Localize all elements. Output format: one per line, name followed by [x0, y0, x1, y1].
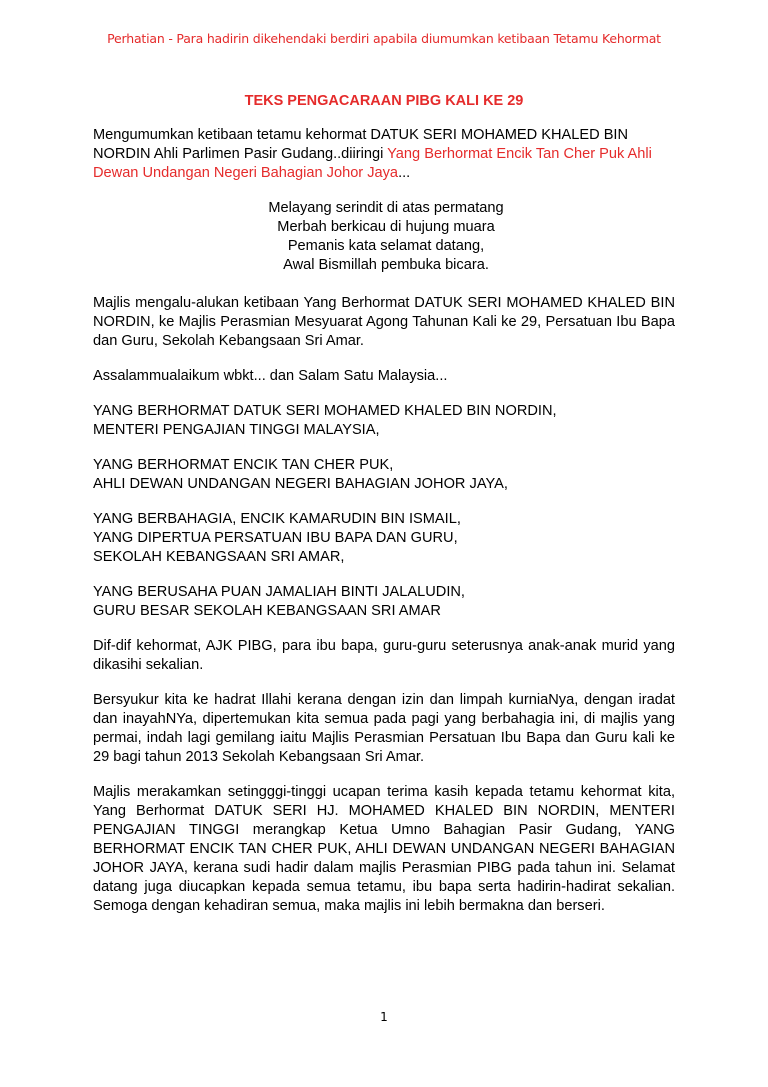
verse-line: Melayang serindit di atas permatang	[268, 200, 504, 216]
salutation-line: YANG BERHORMAT DATUK SERI MOHAMED KHALED BIN NORDIN,	[93, 403, 557, 419]
verse-line: Awal Bismillah pembuka bicara.	[283, 257, 489, 273]
body-paragraph: Bersyukur kita ke hadrat Illahi kerana dengan izin dan limpah kurniaNya, dengan iradat dan inayahNYa, dipertemukan kita semua pada pagi yang berbahagia ini, di majlis yang permai, indah lagi gemilang iaitu Majlis Perasmian Persatuan Ibu Bapa dan Guru kali ke 29 bagi tahun 2013 Sekolah Kebangsaan Sri Amar.	[93, 692, 675, 765]
document-body	[93, 126, 675, 932]
salutation-line: YANG BERHORMAT ENCIK TAN CHER PUK,	[93, 457, 394, 473]
intro-highlight: Yang Berhormat Encik Tan Cher Puk Ahli Dewan Undangan Negeri Bahagian Johor Jaya	[93, 146, 652, 181]
page-number: 1	[380, 1010, 388, 1024]
verse-line: Merbah berkicau di hujung muara	[277, 219, 495, 235]
greeting-line: Assalammualaikum wbkt... dan Salam Satu Malaysia...	[93, 368, 448, 384]
salutation-block	[93, 583, 675, 621]
welcome-paragraph: Majlis mengalu-alukan ketibaan Yang Berhormat DATUK SERI MOHAMED KHALED BIN NORDIN, ke Majlis Perasmian Mesyuarat Agong Tahunan Kali ke 29, Persatuan Ibu Bapa dan Guru, Sekolah Kebangsaan Sri Amar.	[93, 295, 675, 349]
intro-paragraph	[93, 126, 675, 183]
salutation-line: AHLI DEWAN UNDANGAN NEGERI BAHAGIAN JOHOR JAYA,	[93, 476, 508, 492]
verse-line: Pemanis kata selamat datang,	[287, 238, 485, 254]
salutation-block	[93, 402, 675, 440]
salutation-block	[93, 510, 675, 567]
intro-tail: ...	[398, 165, 411, 181]
body-paragraph: Majlis merakamkan setingggi-tinggi ucapan terima kasih kepada tetamu kehormat kita, Yang Berhormat DATUK SERI HJ. MOHAMED KHALED BIN NORDIN, MENTERI PENGAJIAN TINGGI merangkap Ketua Umno Bahagian Pasir Gudang, YANG BERHORMAT ENCIK TAN CHER PUK, AHLI DEWAN UNDANGAN NEGERI BAHAGIAN JOHOR JAYA, kerana sudi hadir dalam majlis Perasmian PIBG pada tahun ini. Selamat datang juga diucapkan kepada semua tetamu, ibu bapa serta hadirin-hadirat sekalian. Semoga dengan kehadiran semua, maka majlis ini lebih bermakna dan berseri.	[93, 784, 675, 914]
intro-text: Mengumumkan ketibaan tetamu kehormat DATUK SERI MOHAMED KHALED BIN NORDIN Ahli Parlimen Pasir Gudang..diiringi	[93, 127, 629, 162]
salutation-line: YANG BERBAHAGIA, ENCIK KAMARUDIN BIN ISMAIL,	[93, 511, 461, 527]
pantun-verse	[93, 199, 675, 275]
salutation-line: GURU BESAR SEKOLAH KEBANGSAAN SRI AMAR	[93, 603, 441, 619]
body-paragraph: Dif-dif kehormat, AJK PIBG, para ibu bapa, guru-guru seterusnya anak-anak murid yang dikasihi sekalian.	[93, 638, 675, 673]
salutation-block	[93, 456, 675, 494]
salutation-line: MENTERI PENGAJIAN TINGGI MALAYSIA,	[93, 422, 380, 438]
document-title: TEKS PENGACARAAN PIBG KALI KE 29	[244, 93, 524, 109]
salutation-line: YANG DIPERTUA PERSATUAN IBU BAPA DAN GURU,	[93, 530, 458, 546]
salutation-line: SEKOLAH KEBANGSAAN SRI AMAR,	[93, 549, 345, 565]
salutation-line: YANG BERUSAHA PUAN JAMALIAH BINTI JALALUDIN,	[93, 584, 465, 600]
header-note: Perhatian - Para hadirin dikehendaki berdiri apabila diumumkan ketibaan Tetamu Kehormat	[107, 31, 661, 46]
